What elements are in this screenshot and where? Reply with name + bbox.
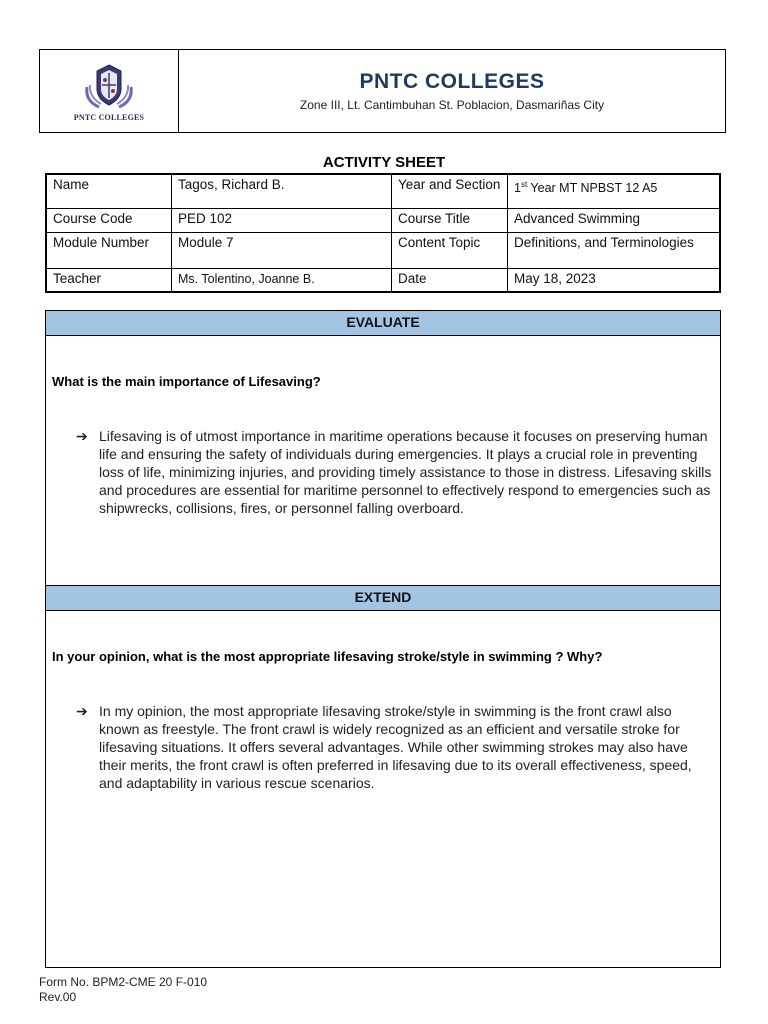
logo-cell bbox=[40, 50, 179, 132]
arrow-bullet-icon: ➔ bbox=[76, 703, 88, 719]
evaluate-heading: EVALUATE bbox=[46, 311, 720, 336]
extend-heading: EXTEND bbox=[46, 586, 720, 611]
evaluate-question: What is the main importance of Lifesaving? bbox=[52, 374, 321, 389]
document-header bbox=[39, 49, 726, 133]
arrow-bullet-icon: ➔ bbox=[76, 428, 88, 444]
form-number: Form No. BPM2-CME 20 F-010 bbox=[39, 975, 208, 989]
extend-answer bbox=[76, 702, 714, 792]
college-name: PNTC COLLEGES bbox=[359, 70, 545, 93]
date-value: May 18, 2023 bbox=[508, 268, 721, 292]
course-title-value: Advanced Swimming bbox=[508, 208, 721, 232]
evaluate-answer bbox=[76, 427, 714, 517]
evaluate-answer-text: Lifesaving is of utmost importance in maritime operations because it focuses on preserving human life and ensuring the safety of individuals during emergencies. It plays a crucial role in preventing loss of life, minimizing injuries, and providing timely assistance to those in distress. Lifesaving skills and procedures are essential for maritime personnel to effectively respond to emergencies such as shipwrecks, collisions, fires, or personnel falling overboard. bbox=[99, 428, 712, 516]
college-address: Zone III, Lt. Cantimbuhan St. Poblacion, Dasmariñas City bbox=[299, 98, 605, 112]
module-number-value: Module 7 bbox=[172, 232, 392, 268]
student-info-table bbox=[45, 173, 721, 293]
date-label: Date bbox=[392, 268, 508, 292]
teacher-value: Ms. Tolentino, Joanne B. bbox=[172, 268, 392, 292]
header-title-cell bbox=[179, 50, 725, 132]
activity-sheet-title: ACTIVITY SHEET bbox=[322, 154, 446, 171]
extend-answer-text: In my opinion, the most appropriate lifesaving stroke/style in swimming is the front crawl also known as freestyle. The front crawl is widely recognized as an efficient and versatile stroke for lifesaving situations. It offers several advantages. While other swimming strokes may also have their merits, the front crawl is often preferred in lifesaving due to its overall effectiveness, speed, and adaptability in various rescue scenarios. bbox=[99, 703, 692, 791]
content-topic-value: Definitions, and Terminologies bbox=[508, 232, 721, 268]
extend-question: In your opinion, what is the most appropriate lifesaving stroke/style in swimming ? Why? bbox=[52, 649, 603, 664]
year-section-value bbox=[508, 174, 721, 208]
evaluate-section bbox=[45, 310, 721, 586]
teacher-label: Teacher bbox=[46, 268, 172, 292]
year-section-label: Year and Section bbox=[392, 174, 508, 208]
name-label: Name bbox=[46, 174, 172, 208]
table-row bbox=[46, 174, 720, 208]
table-row bbox=[46, 268, 720, 292]
content-topic-label: Content Topic bbox=[392, 232, 508, 268]
table-row bbox=[46, 232, 720, 268]
college-seal-icon bbox=[77, 61, 141, 111]
course-title-label: Course Title bbox=[392, 208, 508, 232]
name-value: Tagos, Richard B. bbox=[172, 174, 392, 208]
course-code-label: Course Code bbox=[46, 208, 172, 232]
module-number-label: Module Number bbox=[46, 232, 172, 268]
year-ordinal-suffix: st bbox=[520, 180, 528, 189]
year-ordinal: 1 bbox=[514, 181, 521, 196]
logo-text: PNTC COLLEGES bbox=[73, 112, 145, 122]
extend-section bbox=[45, 585, 721, 968]
revision-number: Rev.00 bbox=[39, 990, 77, 1004]
year-section-text: Year MT NPBST 12 A5 bbox=[527, 181, 658, 196]
course-code-value: PED 102 bbox=[172, 208, 392, 232]
table-row bbox=[46, 208, 720, 232]
